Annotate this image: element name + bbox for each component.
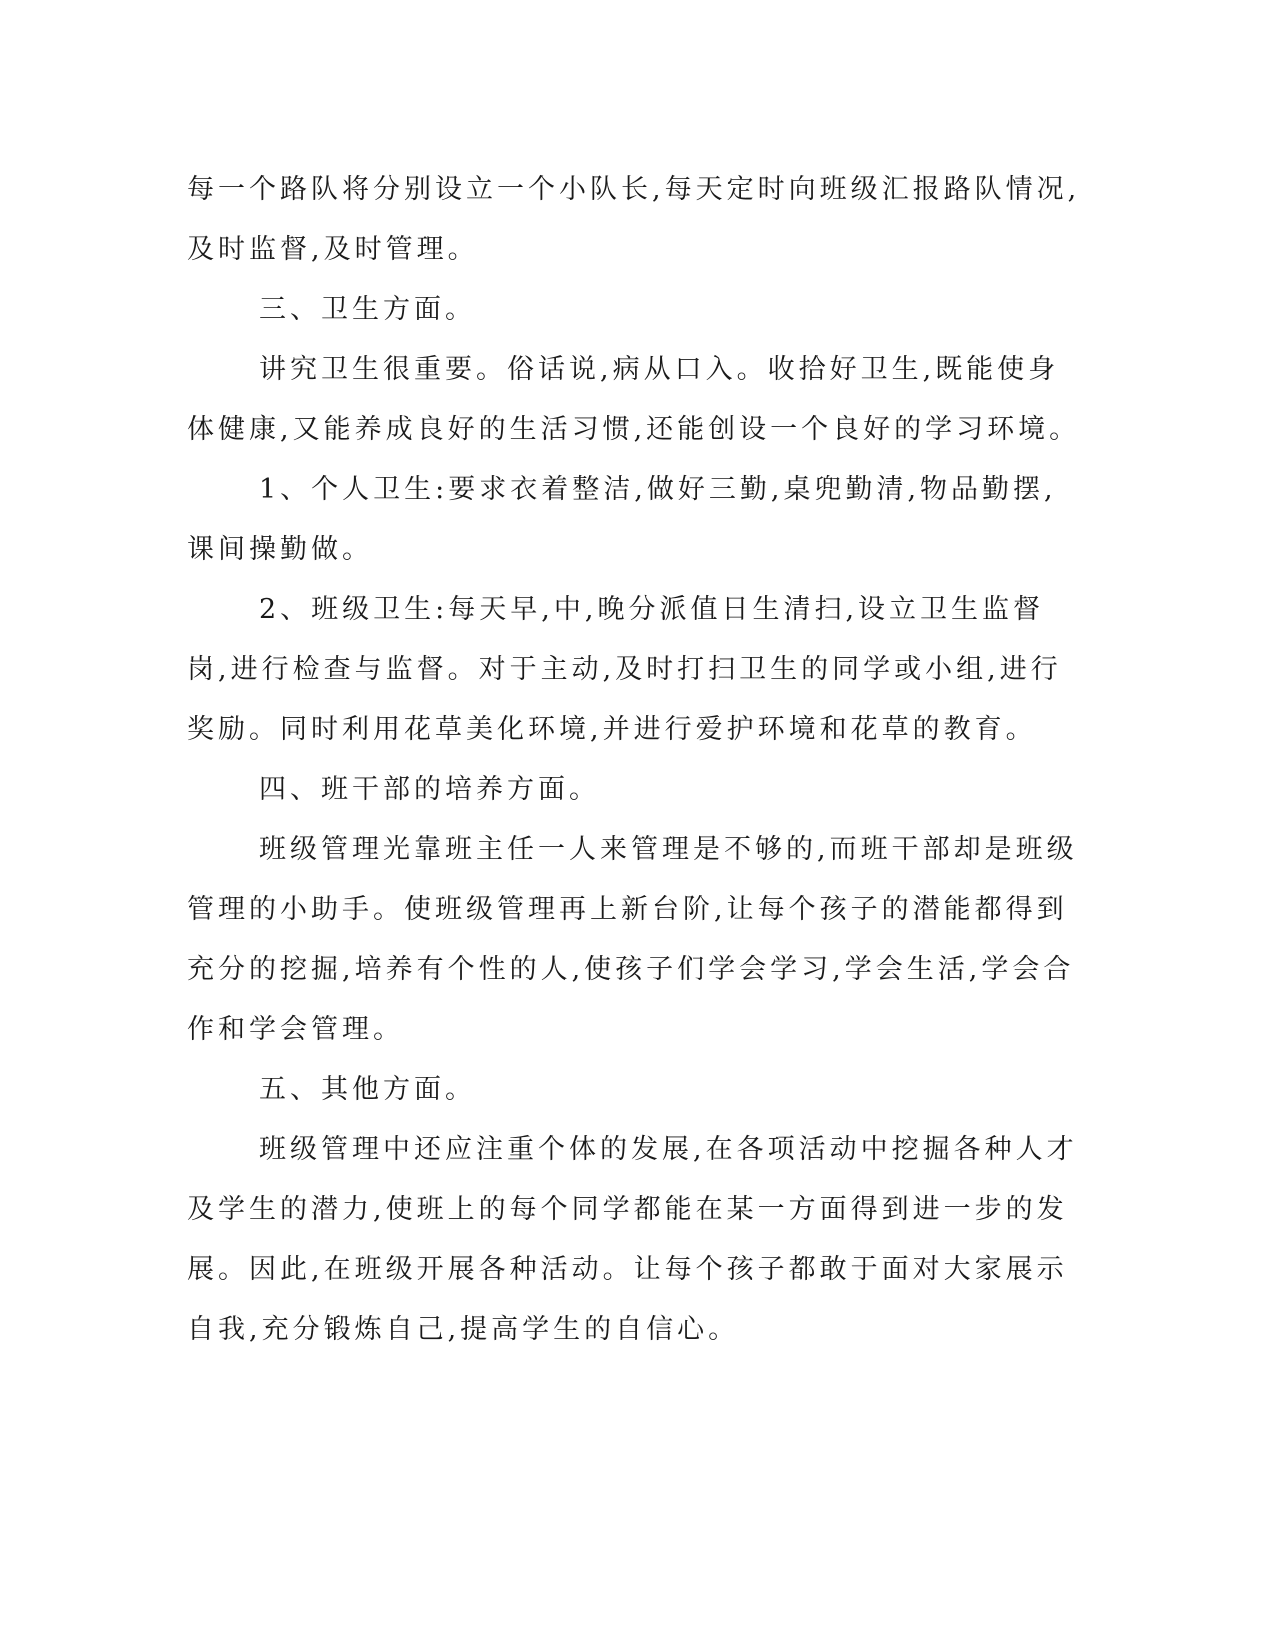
heading-hygiene: 三、卫生方面。 bbox=[259, 294, 476, 325]
paragraph-hygiene-importance: 讲究卫生很重要。俗话说,病从口入。收拾好卫生,既能使身体健康,又能养成良好的生活习惯,还能创设一个良好的学习环境。 bbox=[187, 354, 1081, 445]
heading-other-aspects: 五、其他方面。 bbox=[259, 1074, 476, 1105]
paragraph-road-team-leader: 每一个路队将分别设立一个小队长,每天定时向班级汇报路队情况,及时监督,及时管理。 bbox=[187, 174, 1081, 265]
document-body bbox=[187, 160, 1087, 1360]
paragraph-personal-hygiene: 1、个人卫生:要求衣着整洁,做好三勤,桌兜勤清,物品勤摆,课间操勤做。 bbox=[187, 474, 1057, 565]
heading-class-cadre: 四、班干部的培养方面。 bbox=[259, 774, 600, 805]
paragraph-class-cadre: 班级管理光靠班主任一人来管理是不够的,而班干部却是班级管理的小助手。使班级管理再上新台阶,让每个孩子的潜能都得到充分的挖掘,培养有个性的人,使孩子们学会学习,学会生活,学会合作和学会管理。 bbox=[187, 834, 1078, 1045]
paragraph-other-aspects: 班级管理中还应注重个体的发展,在各项活动中挖掘各种人才及学生的潜力,使班上的每个同学都能在某一方面得到进一步的发展。因此,在班级开展各种活动。让每个孩子都敢于面对大家展示自我,充分锻炼自己,提高学生的自信心。 bbox=[187, 1134, 1078, 1345]
paragraph-class-hygiene: 2、班级卫生:每天早,中,晚分派值日生清扫,设立卫生监督岗,进行检查与监督。对于主动,及时打扫卫生的同学或小组,进行奖励。同时利用花草美化环境,并进行爱护环境和花草的教育。 bbox=[187, 594, 1062, 745]
